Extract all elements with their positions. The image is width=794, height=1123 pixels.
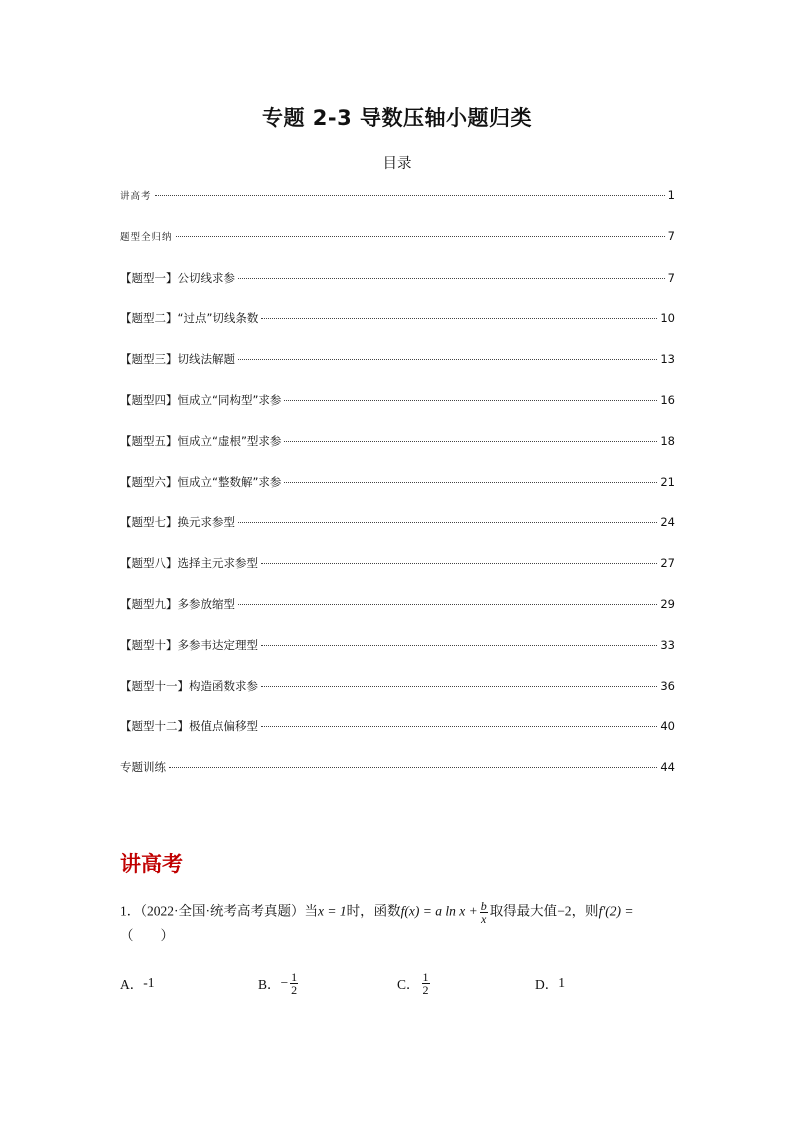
option-c (397, 968, 432, 998)
toc-entry[interactable] (120, 392, 675, 433)
problem-text: ，则 (571, 903, 599, 919)
fraction-b-over-x (480, 900, 488, 925)
toc-leader-dots (261, 726, 657, 727)
option-value: 1 (558, 975, 565, 990)
toc-entry-label: 【题型四】恒成立“同构型”求参 (120, 392, 282, 407)
question-expression: f′(2) = (598, 903, 634, 919)
toc-entry[interactable] (120, 270, 675, 311)
fraction-denominator: 2 (291, 982, 298, 997)
option-d (535, 968, 565, 998)
toc-entry-label: 【题型十二】极值点偏移型 (120, 719, 258, 734)
problem-condition: x = 1 (318, 903, 347, 919)
toc-entry-page: 40 (660, 719, 675, 734)
toc-leader-dots (284, 441, 657, 442)
toc-entry-page: 21 (660, 474, 675, 489)
toc-entry[interactable] (120, 514, 675, 555)
toc-entry-page: 13 (660, 352, 675, 367)
option-label: D． (535, 977, 559, 992)
toc-entry-label: 讲高考 (120, 191, 152, 202)
toc-entry[interactable] (120, 718, 675, 759)
toc-entry[interactable] (120, 596, 675, 637)
option-label: B． (258, 977, 281, 992)
toc-heading: 目录 (382, 156, 412, 172)
toc-leader-dots (238, 359, 657, 360)
toc-entry-label: 【题型二】“过点”切线条数 (120, 311, 259, 326)
option-label: C． (397, 977, 420, 992)
toc-entry-page: 27 (660, 556, 675, 571)
toc-entry-label: 题型全归纳 (120, 231, 173, 243)
toc-entry[interactable] (120, 474, 675, 515)
fraction-numerator: b (480, 899, 487, 913)
toc-leader-dots (238, 278, 665, 279)
document-title: 专题 2-3 导数压轴小题归类 (261, 106, 533, 130)
toc-leader-dots (284, 400, 657, 401)
toc-entry[interactable] (120, 351, 675, 392)
problem-1 (120, 900, 680, 947)
toc-entry[interactable] (120, 678, 675, 719)
fraction-numerator: 1 (422, 969, 429, 984)
toc-leader-dots (284, 482, 657, 483)
function-expression: f(x) = a ln x + (400, 903, 478, 919)
toc-entry-label: 【题型七】换元求参型 (120, 515, 235, 530)
toc-entry-label: 【题型六】恒成立“整数解”求参 (120, 474, 282, 489)
option-sign: − (280, 975, 289, 990)
section-heading: 讲高考 (120, 851, 183, 876)
toc-entry-page: 16 (660, 392, 675, 407)
toc-entry-page: 7 (667, 228, 675, 243)
toc-entry-page: 29 (660, 596, 675, 611)
problem-prefix: 1．（2022·全国·统考高考真题）当 (120, 903, 318, 919)
toc-leader-dots (238, 604, 657, 605)
toc-leader-dots (261, 686, 657, 687)
option-fraction (290, 971, 298, 996)
option-label: A． (120, 977, 144, 992)
option-a (120, 968, 155, 998)
option-fraction (422, 971, 430, 996)
toc-leader-dots (176, 236, 665, 237)
toc-entry-page: 1 (667, 188, 675, 202)
toc-entry-page: 7 (667, 270, 675, 285)
toc-entry-page: 33 (660, 637, 675, 652)
toc-entry-page: 36 (660, 678, 675, 693)
toc-entry-label: 【题型一】公切线求参 (120, 270, 235, 285)
toc-leader-dots (238, 522, 657, 523)
toc-leader-dots (169, 767, 657, 768)
option-b (258, 968, 300, 998)
toc-entry[interactable] (120, 310, 675, 351)
toc-entry[interactable] (120, 759, 675, 800)
fraction-numerator: 1 (291, 969, 298, 984)
fraction-denominator: 2 (422, 982, 429, 997)
toc-entry-label: 【题型五】恒成立“虚根”型求参 (120, 433, 282, 448)
toc-leader-dots (261, 563, 657, 564)
toc-leader-dots (155, 195, 665, 196)
toc-entry-label: 【题型八】选择主元求参型 (120, 556, 258, 571)
max-value: −2 (557, 903, 572, 919)
option-value: -1 (143, 975, 155, 990)
toc-entry[interactable] (120, 433, 675, 474)
problem-text: 取得最大值 (489, 903, 558, 919)
toc-entry-label: 【题型九】多参放缩型 (120, 596, 235, 611)
fraction-denominator: x (481, 912, 487, 926)
toc-entry-page: 24 (660, 515, 675, 530)
toc-entry[interactable] (120, 637, 675, 678)
toc-entry[interactable] (120, 229, 675, 270)
toc-entry[interactable] (120, 188, 675, 229)
toc-entry-label: 专题训练 (120, 760, 166, 775)
problem-text: 时，函数 (346, 903, 401, 919)
toc-entry-label: 【题型三】切线法解题 (120, 352, 235, 367)
toc-entry-page: 44 (660, 760, 675, 775)
answer-options (120, 968, 680, 998)
toc-entry-page: 18 (660, 433, 675, 448)
toc-entry-label: 【题型十一】构造函数求参 (120, 678, 258, 693)
table-of-contents (120, 188, 675, 800)
toc-entry-page: 10 (660, 311, 675, 326)
toc-leader-dots (261, 318, 657, 319)
answer-paren: （ ） (120, 928, 174, 943)
toc-entry[interactable] (120, 555, 675, 596)
toc-leader-dots (261, 645, 657, 646)
toc-entry-label: 【题型十】多参韦达定理型 (120, 637, 258, 652)
